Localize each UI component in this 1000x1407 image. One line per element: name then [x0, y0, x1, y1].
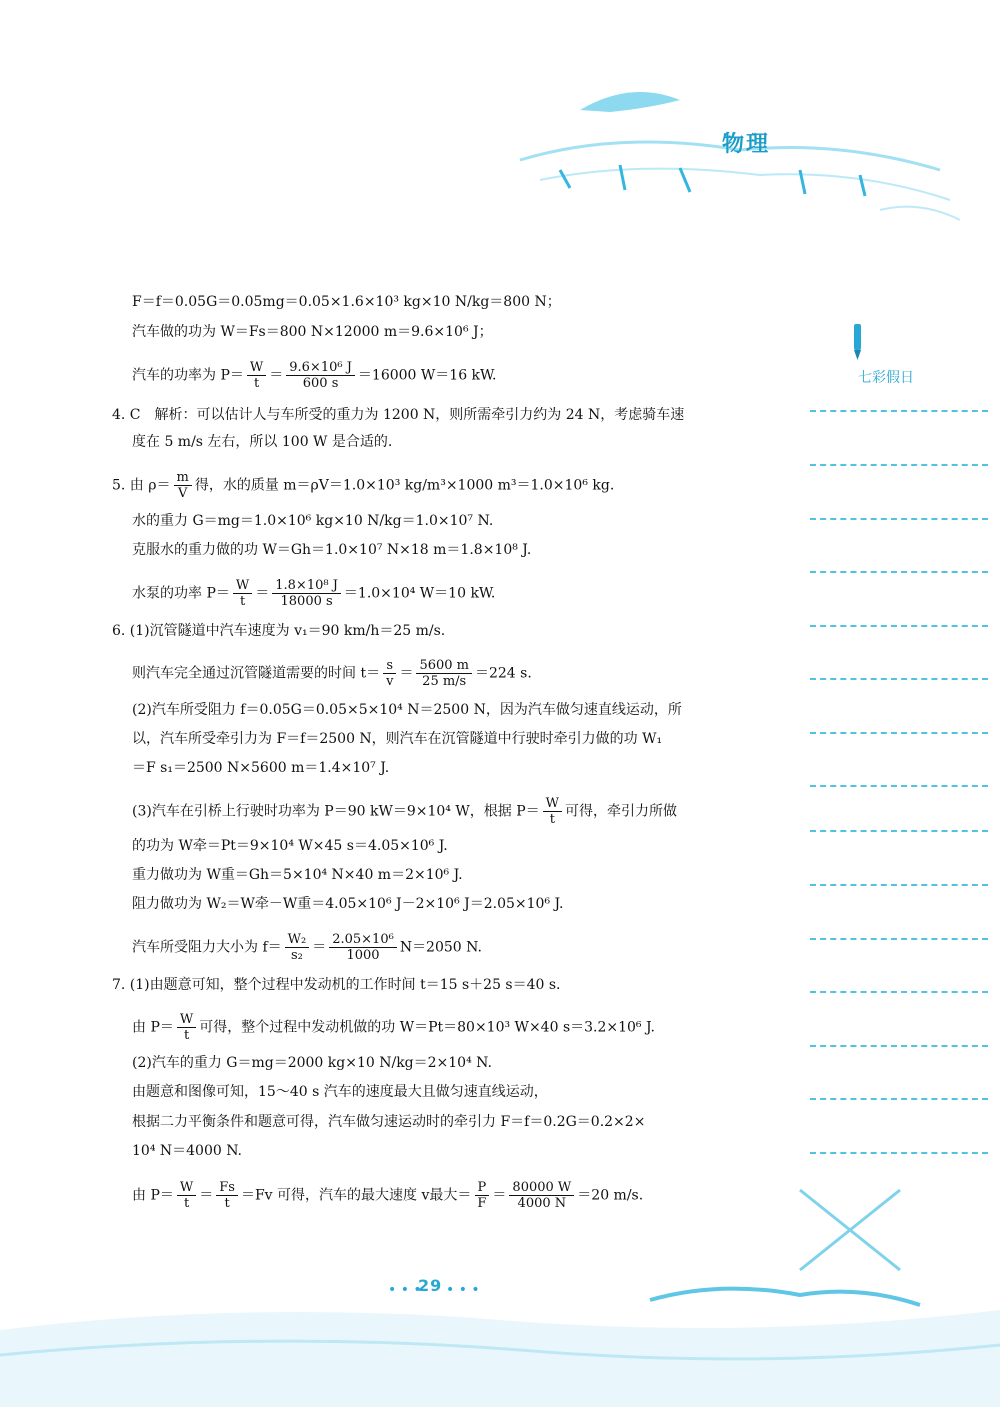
note-line [810, 571, 988, 573]
text-line: 重力做功为 W重＝Gh＝5×10⁴ N×40 m＝2×10⁶ J. [132, 867, 463, 883]
text-line: 水的重力 G＝mg＝1.0×10⁶ kg×10 N/kg＝1.0×10⁷ N. [132, 513, 494, 529]
note-line [810, 464, 988, 466]
text-line: 汽车做的功为 W＝Fs＝800 N×12000 m＝9.6×10⁶ J； [132, 324, 493, 340]
note-line [810, 1045, 988, 1047]
note-line [810, 732, 988, 734]
formula-line: 汽车所受阻力大小为 f＝ $\frac{\text{W₂}}{\text{s₂}}$ ＝ $\frac{\text{2.05×10⁶}}{1000}$ N＝2050 N. [132, 932, 482, 963]
text-line: 的功为 W牵＝Pt＝9×10⁴ W×45 s＝4.05×10⁶ J. [132, 838, 448, 854]
footer-decoration [0, 1180, 1000, 1407]
note-line [810, 410, 988, 412]
formula-line: 由 P＝ $\frac{W}{t}$ 可得，整个过程中发动机做的功 W＝Pt＝80×10³ W×40 s＝3.2×10⁶ J. [132, 1012, 655, 1043]
formula-line: (3)汽车在引桥上行驶时功率为 P＝90 kW＝9×10⁴ W，根据 P＝ $\frac{W}{t}$ 可得，牵引力所做 [132, 796, 677, 827]
page-number-dots-left: • • • [388, 1282, 422, 1298]
note-line [810, 518, 988, 520]
formula-line: 则汽车完全通过沉管隧道需要的时间 t＝ $\frac{s}{v}$ ＝ $\frac{5600 m}{25 m/s}$ ＝224 s. [132, 658, 532, 689]
page-number: 29 [418, 1276, 443, 1295]
text-line: 6. (1)沉管隧道中汽车速度为 v₁＝90 km/h＝25 m/s. [112, 623, 446, 639]
note-line [810, 785, 988, 787]
formula-line: 5. 由 ρ＝ $\frac{m}{V}$ 得，水的质量 m＝ρV＝1.0×10³ kg/m³×1000 m³＝1.0×10⁶ kg. [112, 470, 615, 501]
text-line: (2)汽车所受阻力 f＝0.05G＝0.05×5×10⁴ N＝2500 N，因为汽车做匀速直线运动，所 [132, 702, 682, 718]
note-line [810, 1098, 988, 1100]
page-number-dots-right: • • • [446, 1282, 480, 1298]
note-line [810, 678, 988, 680]
text-line: 根据二力平衡条件和题意可得，汽车做匀速运动时的牵引力 F＝f＝0.2G＝0.2×2× [132, 1114, 646, 1130]
formula-line: 水泵的功率 P＝ $\frac{W}{t}$ ＝ $\frac{\text{1.8×10⁸ J}}{18000 s}$ ＝1.0×10⁴ W＝10 kW. [132, 578, 496, 609]
pencil-icon [848, 322, 868, 362]
note-line [810, 991, 988, 993]
text-line: 度在 5 m/s 左右，所以 100 W 是合适的. [132, 434, 393, 450]
sidebar-label: 七彩假日 [858, 370, 914, 386]
text-line: 以，汽车所受牵引力为 F＝f＝2500 N，则汽车在沉管隧道中行驶时牵引力做的功 W₁ [132, 731, 663, 747]
note-line [810, 884, 988, 886]
text-line: (2)汽车的重力 G＝mg＝2000 kg×10 N/kg＝2×10⁴ N. [132, 1055, 492, 1071]
text-line: 由题意和图像可知，15～40 s 汽车的速度最大且做匀速直线运动， [132, 1084, 548, 1100]
text-line: 7. (1)由题意可知，整个过程中发动机的工作时间 t＝15 s＋25 s＝40 s. [112, 977, 561, 993]
subject-title: 物理 [722, 132, 771, 157]
text-line: ＝F s₁＝2500 N×5600 m＝1.4×10⁷ J. [132, 760, 390, 776]
formula-line: 汽车的功率为 P＝ $\frac{W}{t}$ ＝ $\frac{\text{9.6×10⁶ J}}{600 s}$ ＝16000 W＝16 kW. [132, 360, 497, 391]
text-line: 阻力做功为 W₂＝W牵－W重＝4.05×10⁶ J－2×10⁶ J＝2.05×10⁶ J. [132, 896, 564, 912]
text-line: 10⁴ N＝4000 N. [132, 1143, 243, 1159]
text-line: 4. C 解析：可以估计人与车所受的重力为 1200 N，则所需牵引力约为 24 N，考虑骑车速 [112, 407, 685, 423]
note-line [810, 1152, 988, 1154]
formula-line: 由 P＝ $\frac{W}{t}$ ＝ $\frac{Fs}{t}$ ＝Fv 可得，汽车的最大速度 v最大＝ $\frac{P}{F}$ ＝ $\frac{80000 W}{4000 N}$ ＝20 m/s. [132, 1180, 644, 1211]
note-line [810, 938, 988, 940]
text-line: 克服水的重力做的功 W＝Gh＝1.0×10⁷ N×18 m＝1.8×10⁸ J. [132, 542, 532, 558]
text-line: F＝f＝0.05G＝0.05mg＝0.05×1.6×10³ kg×10 N/kg＝800 N； [132, 294, 561, 310]
note-line [810, 830, 988, 832]
note-line [810, 625, 988, 627]
